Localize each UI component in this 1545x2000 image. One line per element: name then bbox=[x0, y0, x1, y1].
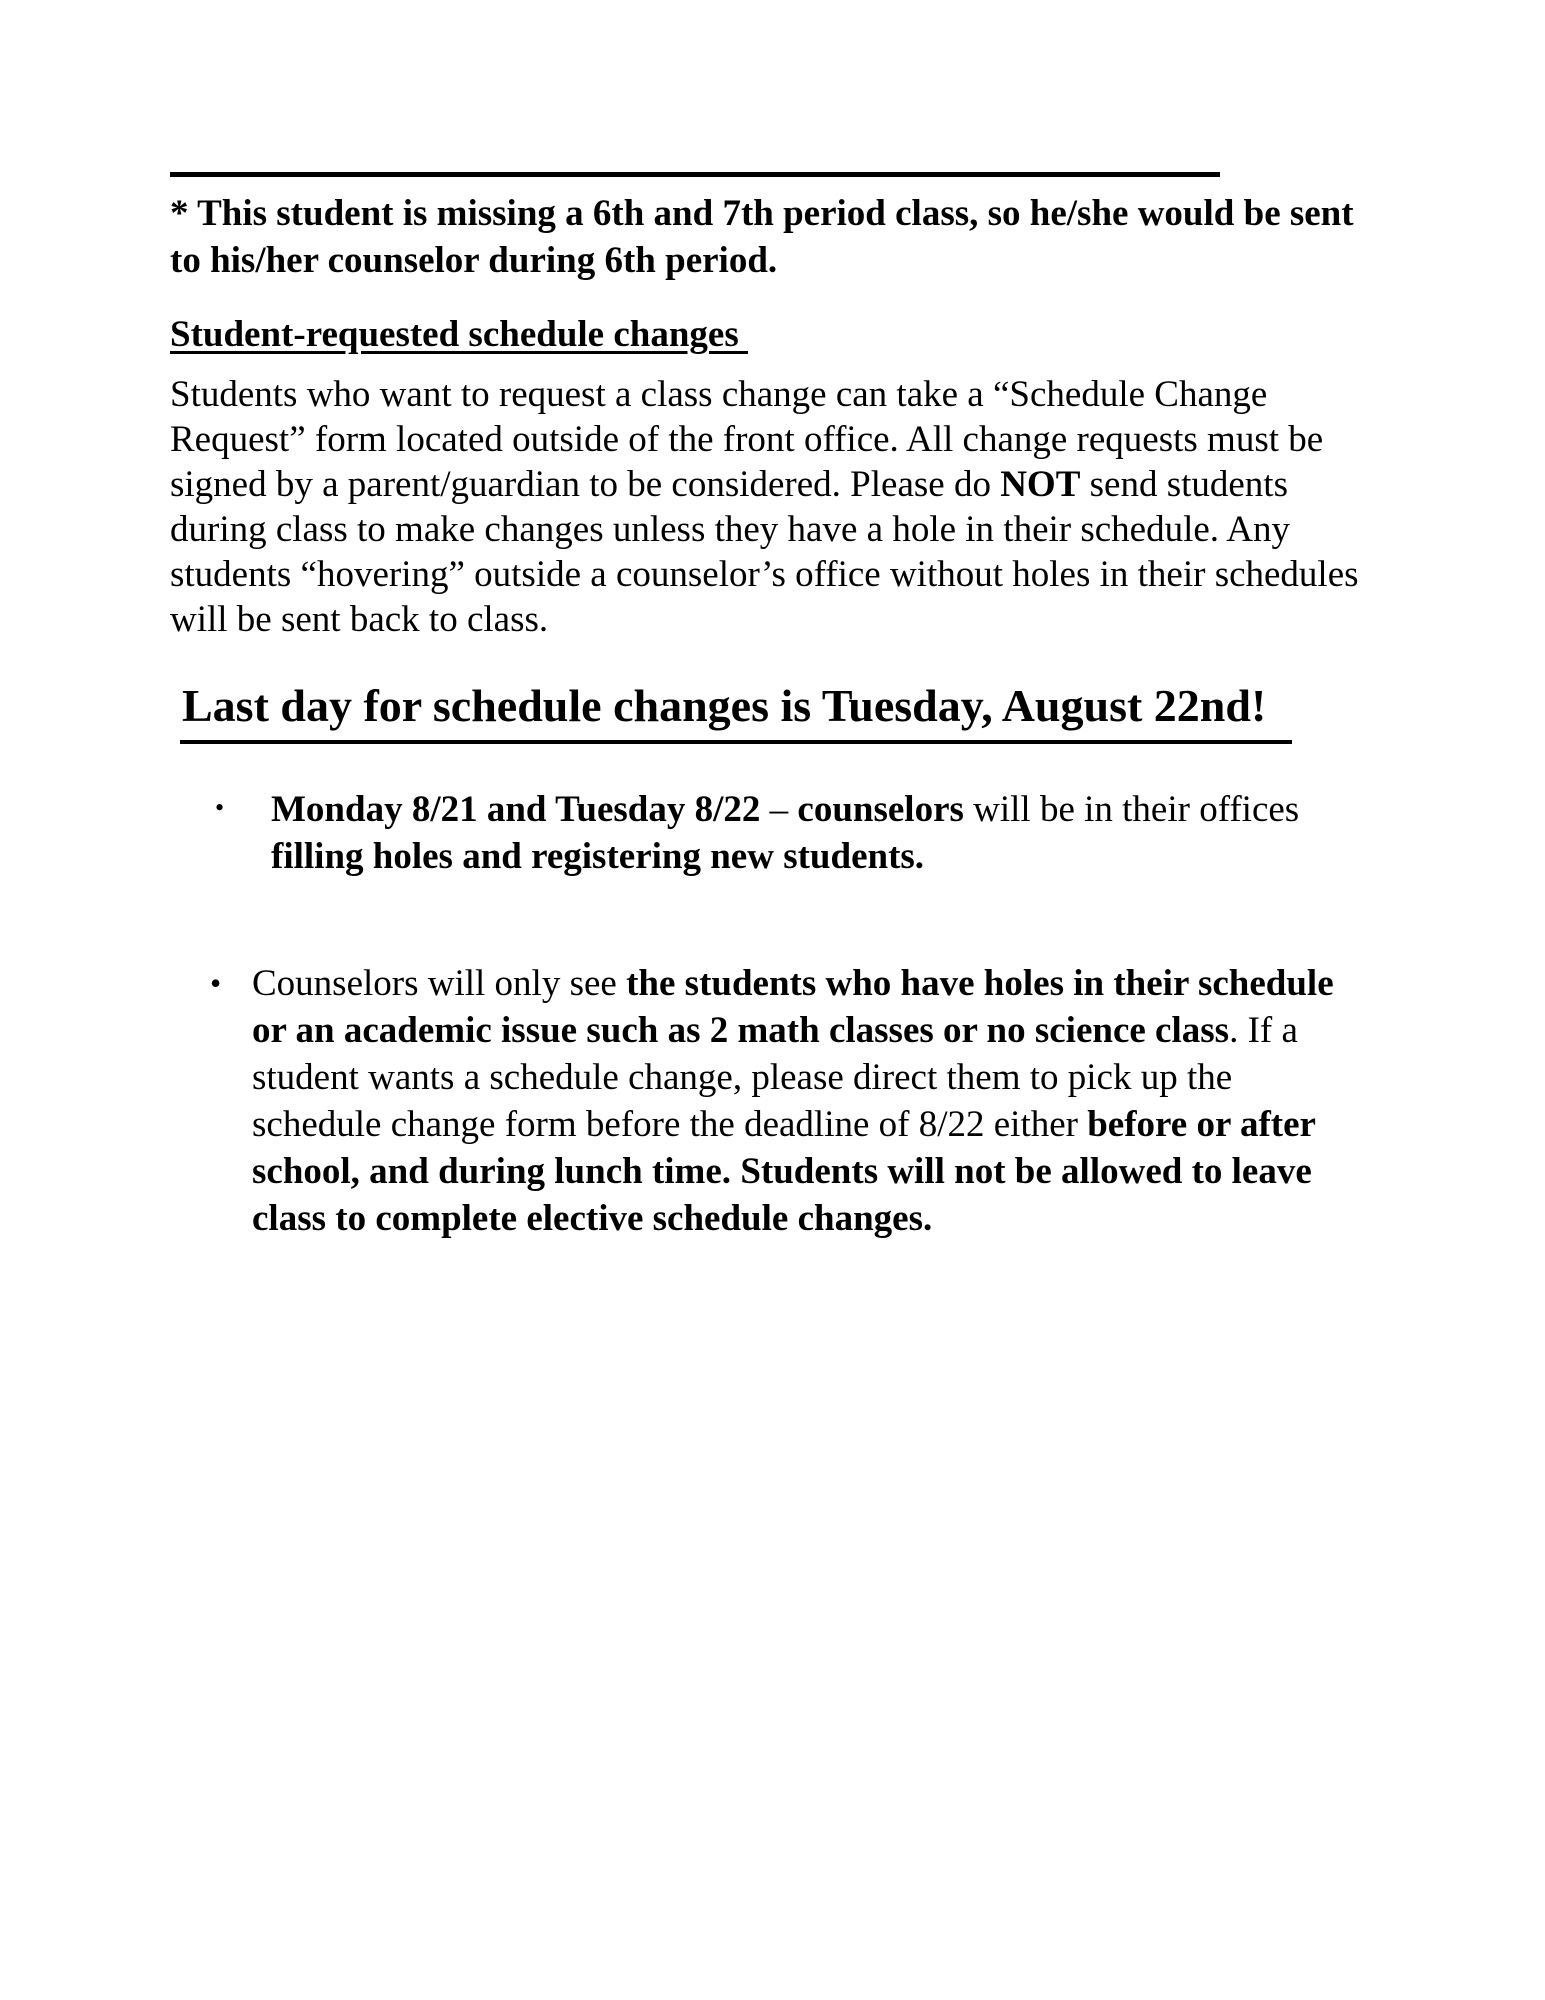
bullet-marker: • bbox=[215, 793, 225, 822]
bullet-dash: – bbox=[760, 789, 798, 830]
bullet-text bbox=[271, 786, 1335, 880]
section-paragraph bbox=[170, 372, 1390, 642]
bullet-item-counselor-policy bbox=[210, 960, 1340, 1242]
deadline-underline bbox=[180, 740, 1292, 744]
paragraph-text-rest: send students during class to make changes unless they have a hole in their schedule. Any students “hovering” outside a counselor’s office without holes in their schedules will be sent back to class. bbox=[170, 464, 1359, 640]
bullet-who: the students who have holes in their schedule or an academic issue such as 2 math classes or no science class bbox=[252, 963, 1334, 1051]
section-body bbox=[170, 372, 1390, 642]
footnote: * This student is missing a 6th and 7th period class, so he/she would be sent to his/her counselor during 6th period. bbox=[170, 193, 1354, 281]
bullet-days: Monday 8/21 and Tuesday 8/22 bbox=[271, 789, 761, 830]
top-divider bbox=[170, 172, 1220, 177]
bullet-mid: will be in their offices bbox=[963, 789, 1300, 830]
bullet-text bbox=[252, 960, 1340, 1242]
section-heading: Student-requested schedule changes bbox=[170, 314, 748, 355]
bullet-item-counselor-days bbox=[215, 786, 1335, 880]
bullet-task: filling holes and registering new students. bbox=[271, 836, 925, 877]
bullet-who: counselors bbox=[797, 789, 964, 830]
bullet-intro: Counselors will only see bbox=[252, 963, 627, 1004]
bullet-rule: Students will not be allowed to leave class to complete elective schedule changes. bbox=[252, 1151, 1312, 1239]
paragraph-text: Students who want to request a class change can take a “Schedule Change Request” form located outside of the front office. All change requests must be signed by a parent/guardian to be considered. Please do bbox=[170, 374, 1324, 505]
deadline-heading: Last day for schedule changes is Tuesday, August 22nd! bbox=[182, 680, 1267, 731]
bullet-marker: • bbox=[210, 965, 222, 1001]
bullet-mid: . If a student wants a schedule change, please direct them to pick up the schedule change form before the deadline of 8/22 either bbox=[252, 1010, 1298, 1145]
bullet-space bbox=[731, 1151, 740, 1192]
emphasis-not: NOT bbox=[1000, 464, 1081, 505]
bullet-when: before or after school, and during lunch time. bbox=[252, 1104, 1316, 1192]
